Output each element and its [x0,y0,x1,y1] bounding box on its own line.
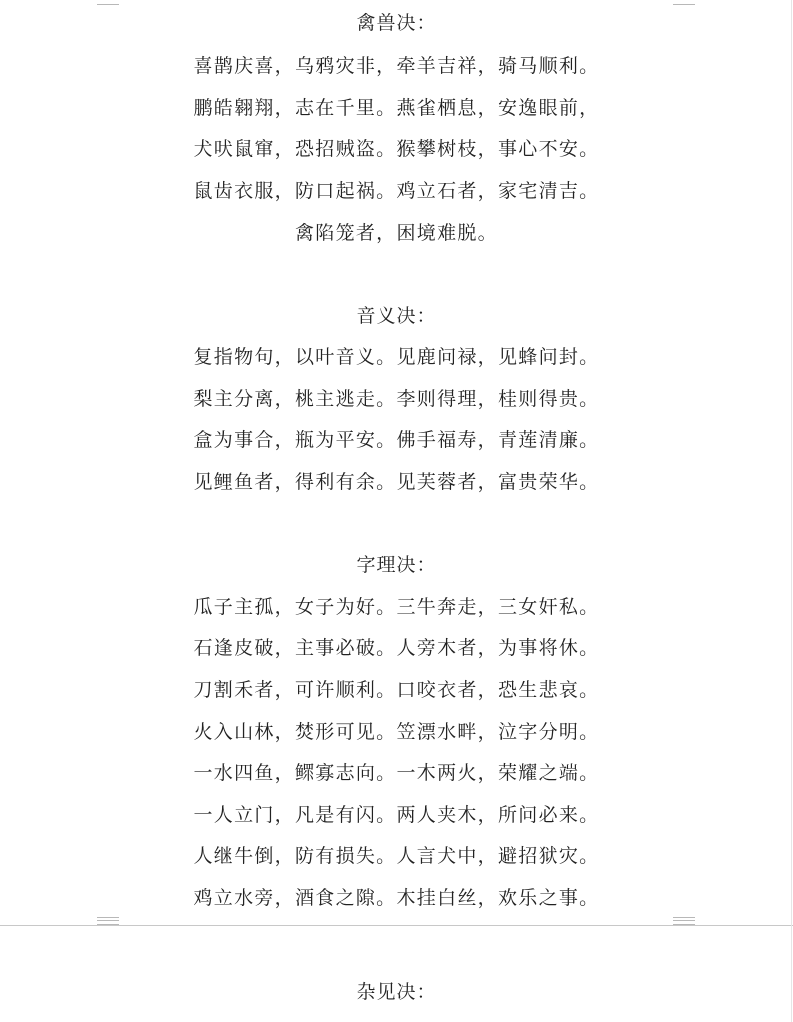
poem-line: 一水四鱼，鳏寡志向。一木两火，荣耀之端。 [193,762,600,784]
poem-line: 盒为事合，瓶为平安。佛手福寿，青莲清廉。 [193,429,600,451]
poem-line: 鼠齿衣服，防口起祸。鸡立石者，家宅清吉。 [193,180,600,202]
poem-line: 人继牛倒，防有损失。人言犬中，避招狱灾。 [193,845,600,867]
section-title-yinyi: 音义决： [356,305,437,327]
poem-line: 禽陷笼者，困境难脱。 [294,222,498,244]
poem-line: 刀割禾者，可许顺利。口咬衣者，恐生悲哀。 [193,679,600,701]
section-title-qinshou: 禽兽决： [356,12,437,34]
section-title-zili: 字理决： [356,554,437,576]
poem-line: 犬吠鼠窜，恐招贼盗。猴攀树枝，事心不安。 [193,138,600,160]
section-title-zajian: 杂见决： [356,981,437,1003]
page-corner-mark-bottom-right [673,917,695,925]
poem-line: 复指物句，以叶音义。见鹿问禄，见蜂问封。 [193,346,600,368]
poem-line: 鹏皓翱翔，志在千里。燕雀栖息，安逸眼前， [193,97,600,119]
poem-line: 火入山林，焚形可见。笠漂水畔，泣字分明。 [193,721,600,743]
poem-line: 梨主分离，桃主逃走。李则得理，桂则得贵。 [193,388,600,410]
poem-line: 鸡立水旁，酒食之隙。木挂白丝，欢乐之事。 [193,887,600,909]
page-right-edge [791,0,792,1022]
page-break-divider [0,925,793,926]
page-corner-mark-top-right [673,0,695,5]
poem-line: 瓜子主孤，女子为好。三牛奔走，三女奸私。 [193,596,600,618]
poem-line: 石逢皮破，主事必破。人旁木者，为事将休。 [193,637,600,659]
page-corner-mark-top-left [97,0,119,5]
poem-line: 喜鹊庆喜，乌鸦灾非，牵羊吉祥，骑马顺利。 [193,55,600,77]
poem-line: 一人立门，凡是有闪。两人夹木，所问必来。 [193,804,600,826]
page-corner-mark-bottom-left [97,917,119,925]
poem-line: 见鲤鱼者，得利有余。见芙蓉者，富贵荣华。 [193,471,600,493]
